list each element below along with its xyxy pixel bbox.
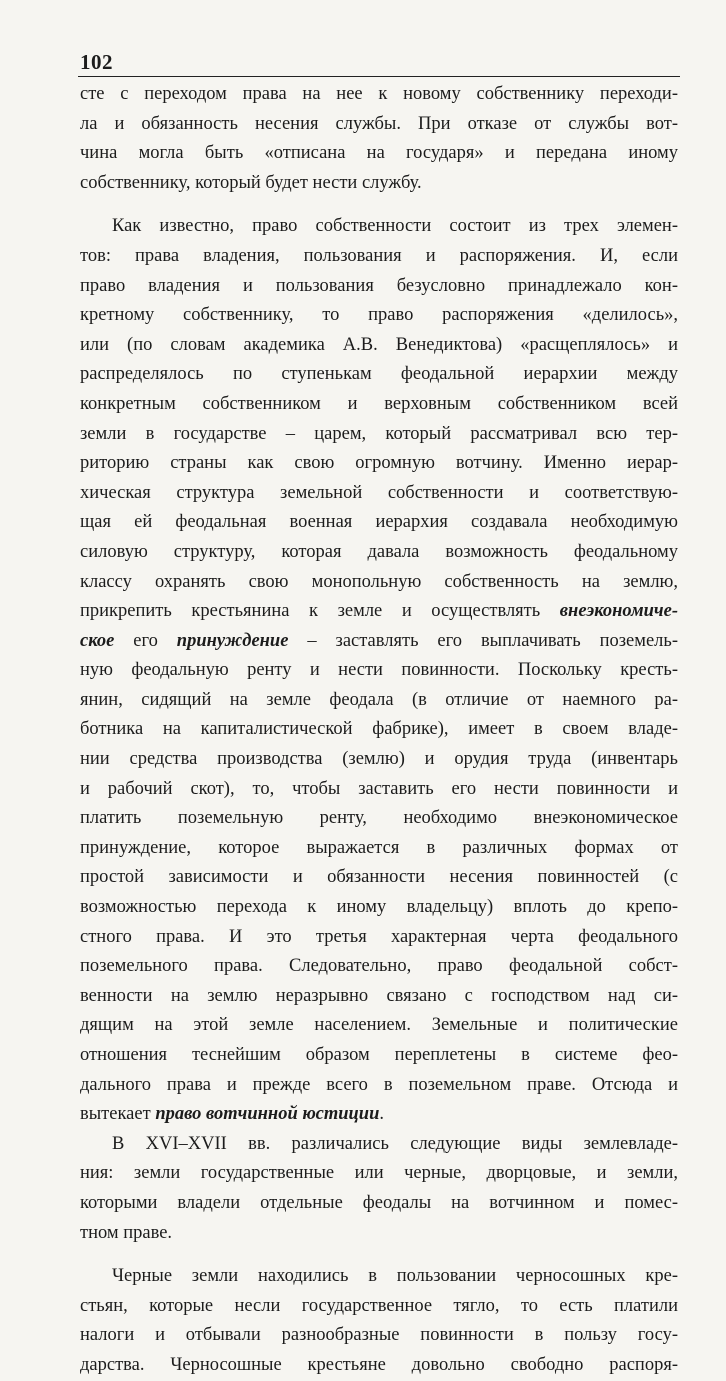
text-line xyxy=(80,982,678,1012)
text-run: ную феодальную ренту и нести повинности. Поскольку кресть- xyxy=(80,660,678,681)
text-run: – заставлять его выплачивать поземель- xyxy=(288,630,678,651)
text-run: дарства. Черносошные крестьяне довольно свободно распоря- xyxy=(80,1354,678,1375)
text-line xyxy=(80,301,678,331)
text-line xyxy=(80,1130,678,1160)
text-line xyxy=(80,893,678,923)
text-line xyxy=(80,360,678,390)
text-line xyxy=(80,686,678,716)
text-line xyxy=(80,775,678,805)
text-line xyxy=(80,449,678,479)
text-run: распределялось по ступенькам феодальной иерархии между xyxy=(80,364,678,385)
text-line xyxy=(80,863,678,893)
header-rule xyxy=(78,76,680,77)
text-line xyxy=(80,390,678,420)
text-run: Черные земли находились в пользовании черносошных кре- xyxy=(112,1266,678,1287)
text-run: стьян, которые несли государственное тягло, то есть платили xyxy=(80,1295,678,1316)
emphasized-term: внеэкономиче- xyxy=(559,601,678,622)
text-line xyxy=(80,597,678,627)
text-run: ботника на капиталистической фабрике), имеет в своем владе- xyxy=(80,719,678,740)
text-run: конкретным собственником и верховным собственником всей xyxy=(80,393,678,414)
text-line xyxy=(80,656,678,686)
text-line xyxy=(80,1011,678,1041)
text-run: В XVI–XVII вв. различались следующие виды землевладе- xyxy=(112,1133,678,1154)
text-line xyxy=(80,508,678,538)
text-line xyxy=(80,834,678,864)
text-line xyxy=(80,420,678,450)
text-line xyxy=(80,538,678,568)
paragraph-gap xyxy=(80,1248,678,1262)
emphasized-term: принуждение xyxy=(176,630,289,651)
text-line xyxy=(80,169,678,199)
text-run: дящим на этой земле населением. Земельные и политические xyxy=(80,1015,678,1036)
text-run: которыми владели отдельные феодалы на вотчинном и помес- xyxy=(80,1192,678,1213)
text-line xyxy=(80,1292,678,1322)
text-run: поземельного права. Следовательно, право феодальной собст- xyxy=(80,956,678,977)
text-run: земли в государстве – царем, который рассматривал всю тер- xyxy=(80,423,678,444)
text-run: прикрепить крестьянина к земле и осуществлять xyxy=(80,601,560,622)
text-run: право владения и пользования безусловно принадлежало кон- xyxy=(80,275,678,296)
text-run: Как известно, право собственности состоит из трех элемен- xyxy=(112,216,678,237)
text-line xyxy=(80,952,678,982)
text-run: венности на землю неразрывно связано с господством над си- xyxy=(80,985,678,1006)
text-run: или (по словам академика А.В. Венедиктова) «расщеплялось» и xyxy=(80,334,678,355)
text-line xyxy=(80,110,678,140)
text-line xyxy=(80,923,678,953)
text-run: простой зависимости и обязанности несения повинностей (с xyxy=(80,867,678,888)
text-run: силовую структуру, которая давала возможность феодальному xyxy=(80,541,678,562)
text-run: тном праве. xyxy=(80,1222,173,1243)
body-text xyxy=(80,80,678,1381)
emphasized-term: право вотчинной юстиции xyxy=(155,1104,380,1125)
text-line xyxy=(80,715,678,745)
emphasized-term: ское xyxy=(80,630,115,651)
paragraph-gap xyxy=(80,198,678,212)
text-line xyxy=(80,331,678,361)
text-run: и рабочий скот), то, чтобы заставить его нести повинности и xyxy=(80,778,678,799)
text-run: собственнику, который будет нести службу. xyxy=(80,172,422,193)
text-line xyxy=(80,1321,678,1351)
text-run: сте с переходом права на нее к новому собственнику переходи- xyxy=(80,84,678,104)
text-run: кретному собственнику, то право распоряжения «делилось», xyxy=(80,305,678,326)
text-run: чина могла быть «отписана на государя» и передана иному xyxy=(80,143,678,164)
text-line xyxy=(80,568,678,598)
text-run: щая ей феодальная военная иерархия создавала необходимую xyxy=(80,512,678,533)
text-run: стного права. И это третья характерная черта феодального xyxy=(80,926,678,947)
text-run: янин, сидящий на земле феодала (в отличие от наемного ра- xyxy=(80,689,678,710)
text-line xyxy=(80,1100,678,1130)
text-run: вытекает xyxy=(80,1104,156,1125)
page-number: 102 xyxy=(80,50,113,74)
text-line xyxy=(80,242,678,272)
text-run: нии средства производства (землю) и орудия труда (инвентарь xyxy=(80,749,678,770)
text-line xyxy=(80,212,678,242)
text-line xyxy=(80,479,678,509)
text-line xyxy=(80,1219,678,1249)
text-run: риторию страны как свою огромную вотчину. Именно иерар- xyxy=(80,453,678,474)
text-run: дального права и прежде всего в поземельном праве. Отсюда и xyxy=(80,1074,678,1095)
text-run: возможностью перехода к иному владельцу) вплоть до крепо- xyxy=(80,897,678,918)
text-line xyxy=(80,1159,678,1189)
text-line xyxy=(80,1071,678,1101)
text-line xyxy=(80,745,678,775)
text-run: ния: земли государственные или черные, дворцовые, и земли, xyxy=(80,1163,678,1184)
text-run: его xyxy=(114,630,177,651)
text-line xyxy=(80,804,678,834)
text-line xyxy=(80,627,678,657)
text-line xyxy=(80,1262,678,1292)
text-run: ла и обязанность несения службы. При отказе от службы вот- xyxy=(80,113,678,134)
text-run: принуждение, которое выражается в различных формах от xyxy=(80,837,678,858)
text-line xyxy=(80,272,678,302)
text-run: классу охранять свою монопольную собственность на землю, xyxy=(80,571,678,592)
text-line xyxy=(80,1189,678,1219)
text-line xyxy=(80,80,678,110)
text-line xyxy=(80,139,678,169)
text-run: налоги и отбывали разнообразные повинности в пользу госу- xyxy=(80,1325,678,1346)
text-run: платить поземельную ренту, необходимо внеэкономическое xyxy=(80,808,678,829)
text-line xyxy=(80,1041,678,1071)
text-run: хическая структура земельной собственности и соответствую- xyxy=(80,482,678,503)
text-run: тов: права владения, пользования и распоряжения. И, если xyxy=(80,245,678,266)
text-run: . xyxy=(379,1104,385,1125)
text-line xyxy=(80,1351,678,1381)
text-run: отношения теснейшим образом переплетены в системе фео- xyxy=(80,1045,678,1065)
